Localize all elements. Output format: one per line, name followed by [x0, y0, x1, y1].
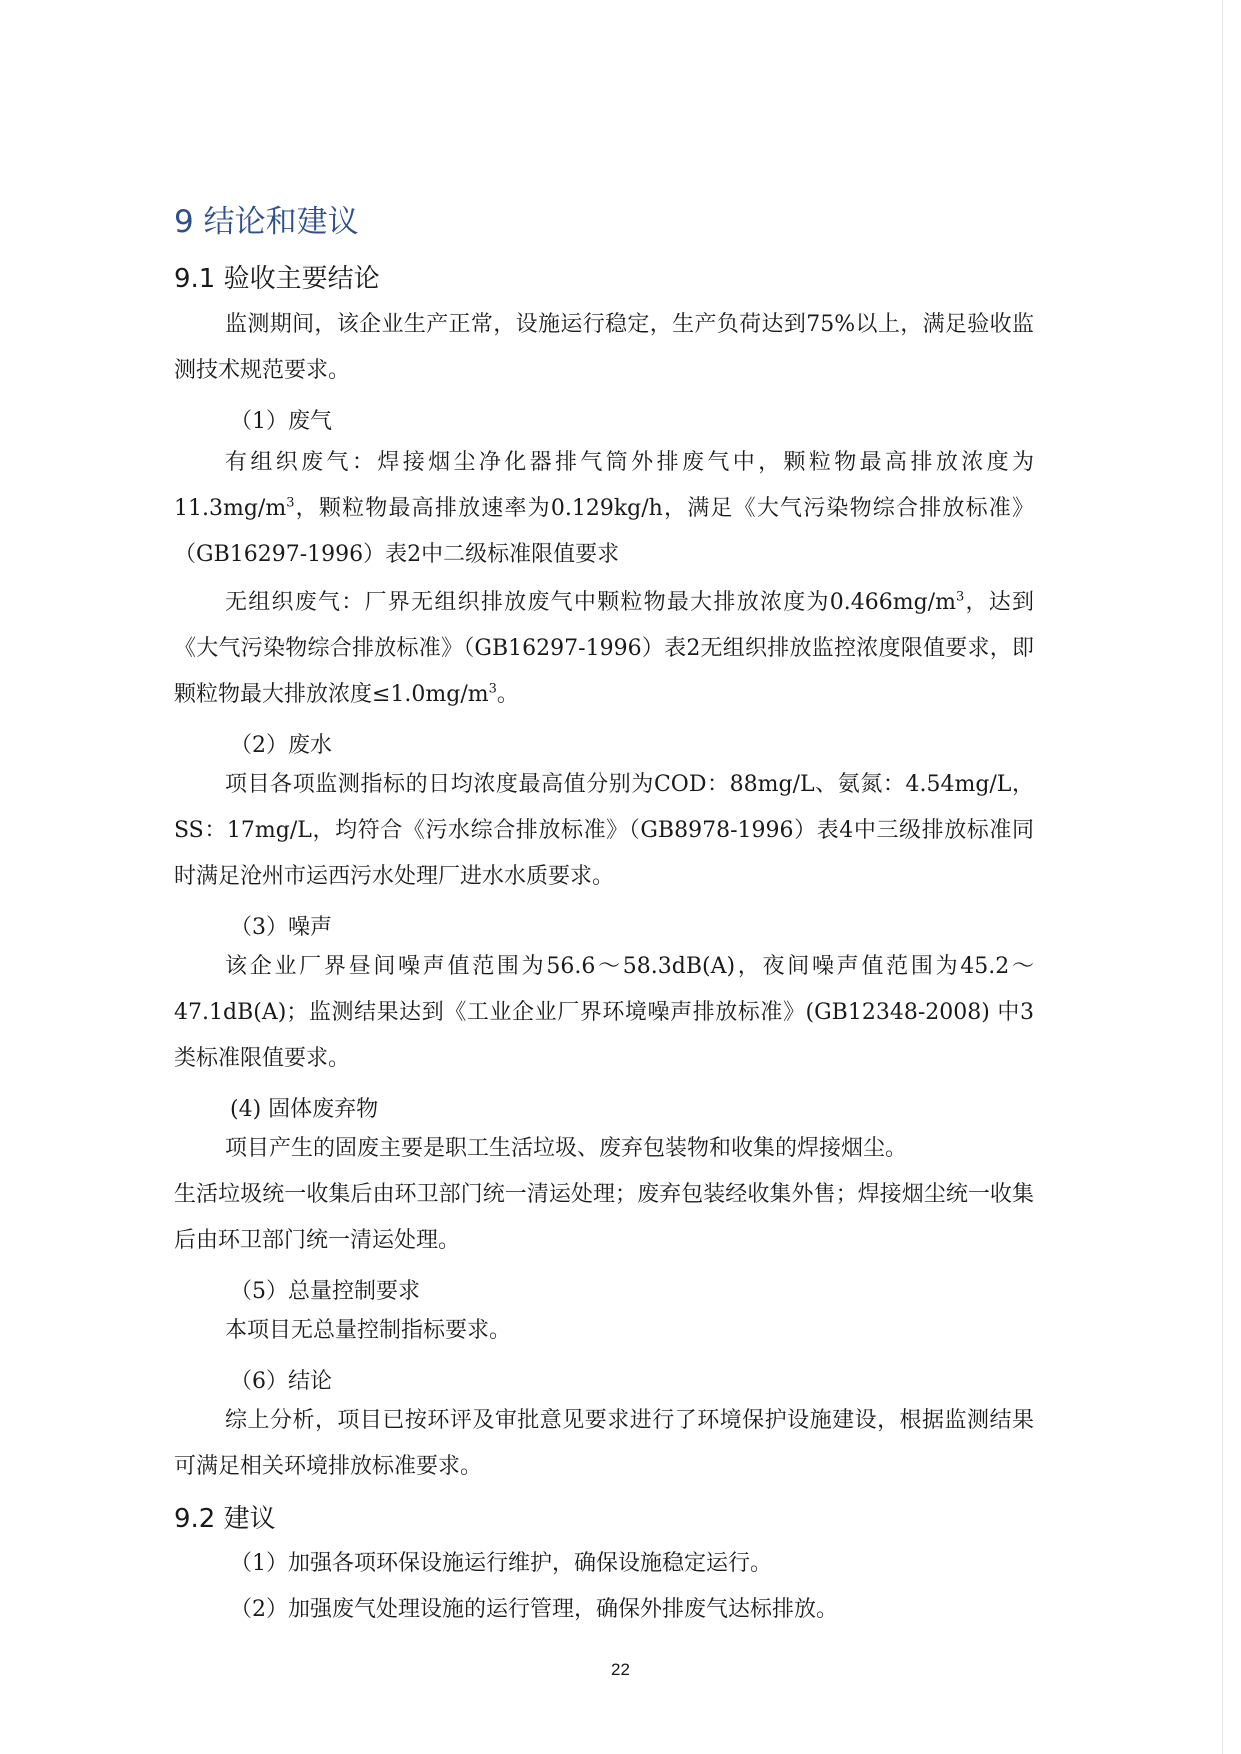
intro-paragraph: 监测期间，该企业生产正常，设施运行稳定，生产负荷达到75%以上，满足验收监测技术规范要求。: [174, 312, 1034, 383]
suggestion-2: （2）加强废气处理设施的运行管理，确保外排废气达标排放。: [230, 1597, 838, 1622]
gas-unorganized-text-b: ，达到《大气污染物综合排放标准》（GB16297-1996）表2无组织排放监控浓度限值要求，即颗粒物最大排放浓度≤1.0mg/m: [174, 590, 1034, 707]
scan-edge-line: [1222, 0, 1223, 1754]
gas-organized-text-a: 有组织废气：焊接烟尘净化器排气筒外排废气中，颗粒物最高排放浓度为11.3mg/m: [174, 450, 1034, 521]
gas-unorganized-superscript-1: 3: [955, 589, 965, 605]
gas-organized-superscript: 3: [286, 495, 295, 511]
conclusion-paragraph: 综上分析，项目已按环评及审批意见要求进行了环境保护设施建设，根据监测结果可满足相关环境排放标准要求。: [174, 1408, 1034, 1479]
gas-organized-text-b: ，颗粒物最高排放速率为0.129kg/h，满足《大气污染物综合排放标准》（GB16297-1996）表2中二级标准限值要求: [174, 496, 1034, 567]
conclusion-heading: （6）结论: [230, 1369, 332, 1394]
water-heading: （2）废水: [230, 733, 332, 758]
gas-unorganized-text-c: 。: [496, 682, 519, 707]
solid-waste-heading: (4) 固体废弃物: [230, 1097, 379, 1122]
gas-unorganized-text-a: 无组织废气：厂界无组织排放废气中颗粒物最大排放浓度为0.466mg/m: [225, 590, 956, 615]
solid-waste-paragraph-2: 生活垃圾统一收集后由环卫部门统一清运处理；废弃包装经收集外售；焊接烟尘统一收集后由环卫部门统一清运处理。: [174, 1182, 1034, 1253]
gas-unorganized-superscript-2: 3: [488, 681, 497, 697]
noise-paragraph: 该企业厂界昼间噪声值范围为56.6～58.3dB(A)，夜间噪声值范围为45.2～47.1dB(A)；监测结果达到《工业企业厂界环境噪声排放标准》(GB12348-2008) 中3类标准限值要求。: [174, 954, 1034, 1071]
section-9-2-title: 9.2 建议: [174, 1504, 276, 1534]
total-control-paragraph: 本项目无总量控制指标要求。: [225, 1318, 512, 1343]
gas-organized-paragraph: [174, 440, 1034, 578]
noise-heading: （3）噪声: [230, 915, 332, 940]
chapter-title: 9 结论和建议: [174, 204, 359, 240]
section-9-1-title: 9.1 验收主要结论: [174, 264, 380, 294]
gas-heading: （1）废气: [230, 409, 332, 434]
solid-waste-paragraph-1: 项目产生的固废主要是职工生活垃圾、废弃包装物和收集的焊接烟尘。: [225, 1136, 908, 1161]
page-number: 22: [611, 1660, 630, 1679]
total-control-heading: （5）总量控制要求: [230, 1279, 420, 1304]
water-paragraph: 项目各项监测指标的日均浓度最高值分别为COD：88mg/L、氨氮：4.54mg/L，SS：17mg/L，均符合《污水综合排放标准》（GB8978-1996）表4中三级排放标准同时满足沧州市运西污水处理厂进水水质要求。: [174, 772, 1034, 889]
gas-unorganized-paragraph: [174, 580, 1034, 718]
suggestion-1: （1）加强各项环保设施运行维护，确保设施稳定运行。: [230, 1551, 772, 1576]
